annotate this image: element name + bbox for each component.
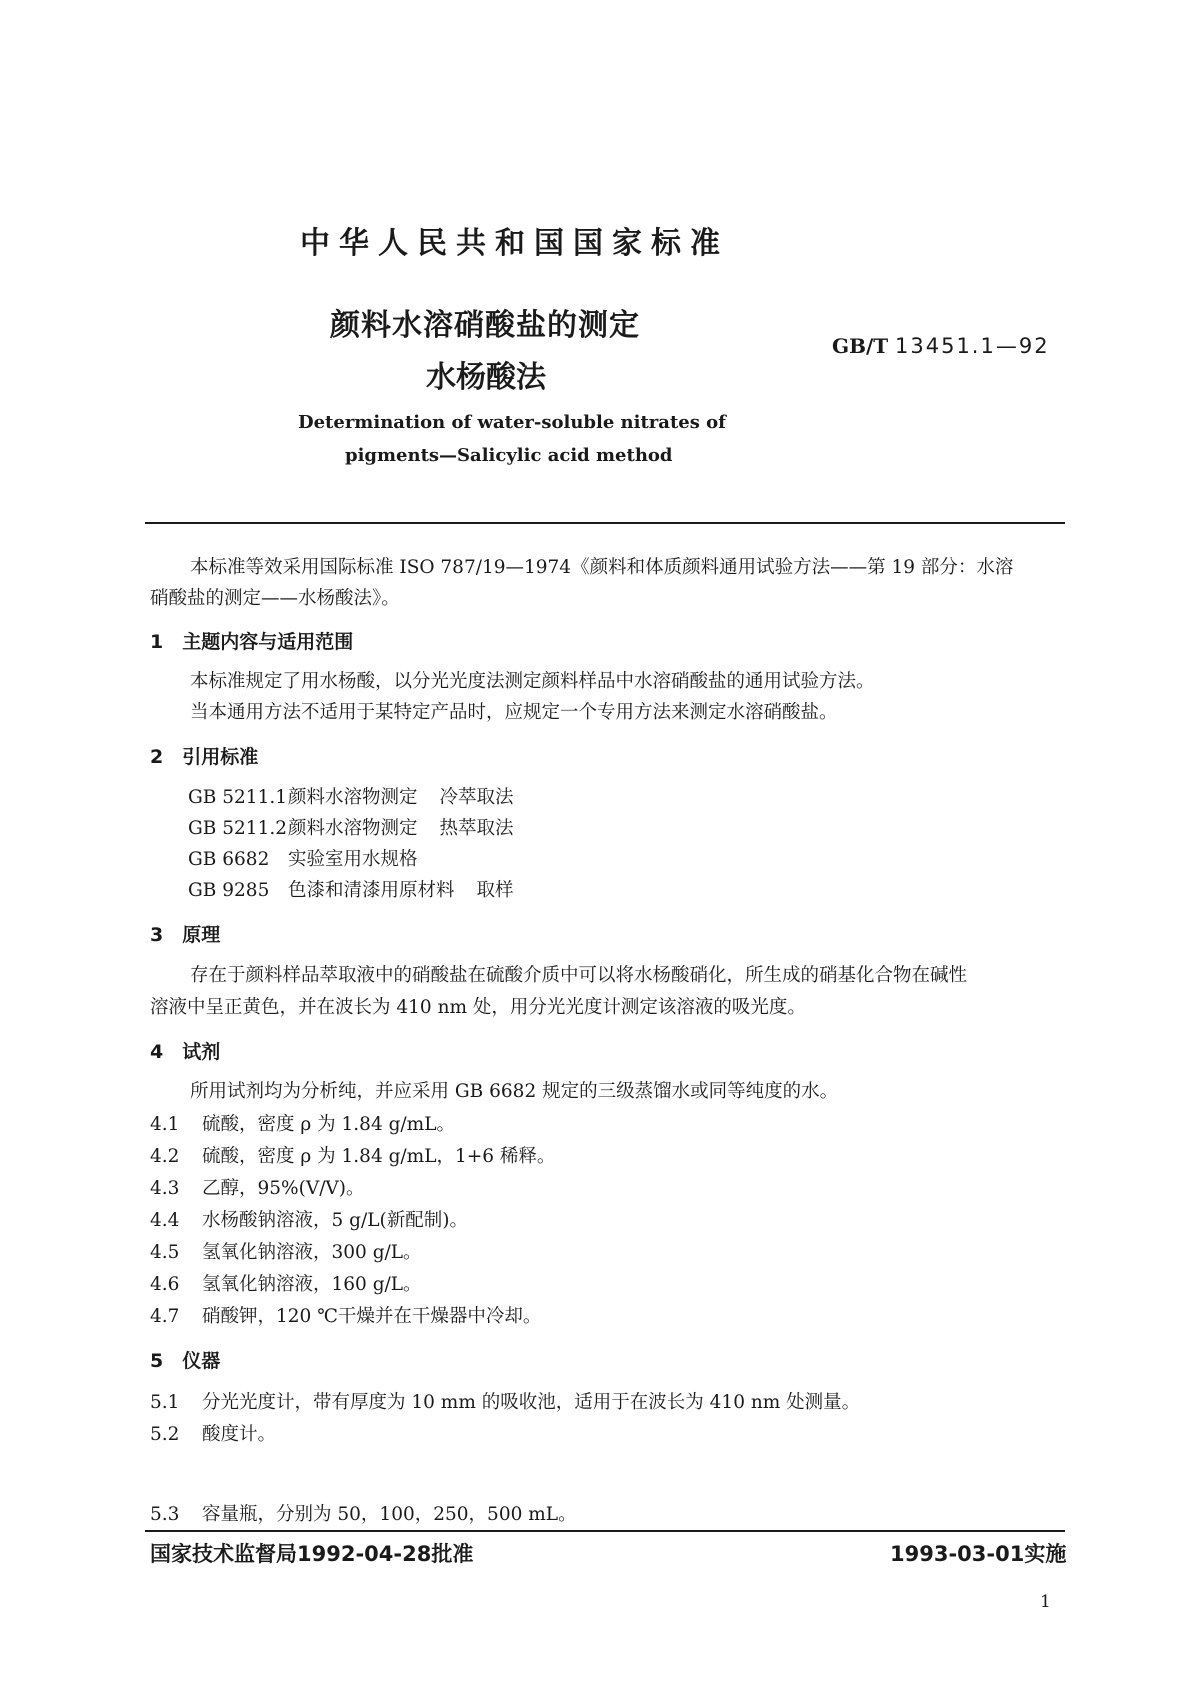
- approval-date: 国家技术监督局1992-04-28批准: [150, 1542, 474, 1566]
- item-text: 分光光度计，带有厚度为 10 mm 的吸收池，适用于在波长为 410 nm 处测量。: [202, 1392, 861, 1413]
- item-text: 氢氧化钠溶液，160 g/L。: [202, 1274, 422, 1295]
- item-number: 4.6: [150, 1274, 180, 1295]
- apparatus-item: [150, 1388, 860, 1414]
- reference-item: [188, 783, 514, 809]
- section-1-para1: 本标准规定了用水杨酸，以分光光度法测定颜料样品中水溶硝酸盐的通用试验方法。: [190, 671, 875, 692]
- section-3-line1: 存在于颜料样品萃取液中的硝酸盐在硫酸介质中可以将水杨酸硝化，所生成的硝基化合物在碱性: [190, 965, 968, 986]
- section-2-heading: 2 引用标准: [150, 746, 259, 768]
- item-text: 酸度计。: [202, 1424, 277, 1445]
- item-number: 5.2: [150, 1424, 180, 1445]
- section-4-heading: 4 试剂: [150, 1041, 221, 1063]
- reagent-item: [150, 1302, 541, 1328]
- reagent-item: [150, 1174, 365, 1200]
- title-cn-line2: 水杨酸法: [426, 360, 546, 395]
- reference-item: [188, 814, 514, 840]
- title-en-line1: Determination of water-soluble nitrates of: [298, 412, 726, 433]
- item-number: 4.7: [150, 1306, 180, 1327]
- reference-name: 色漆和清漆用原材料: [288, 880, 455, 901]
- section-1-heading: 1 主题内容与适用范围: [150, 631, 354, 653]
- item-text: 水杨酸钠溶液，5 g/L(新配制)。: [202, 1210, 468, 1231]
- reference-item: [188, 876, 514, 902]
- item-number: 4.4: [150, 1210, 180, 1231]
- reference-method: 取样: [476, 880, 514, 901]
- standard-code-prefix: GB/T: [832, 334, 889, 358]
- reference-code: GB 5211.1: [188, 787, 287, 808]
- reference-code: GB 6682: [188, 849, 270, 870]
- title-en-line2: pigments—Salicylic acid method: [345, 445, 673, 466]
- effective-date: 1993-03-01实施: [890, 1542, 1067, 1566]
- section-4-intro: 所用试剂均为分析纯，并应采用 GB 6682 规定的三级蒸馏水或同等纯度的水。: [190, 1081, 839, 1102]
- reference-name: 颜料水溶物测定: [288, 818, 418, 839]
- item-number: 4.5: [150, 1242, 180, 1263]
- apparatus-item: [150, 1420, 276, 1446]
- item-text: 乙醇，95%(V/V)。: [202, 1178, 365, 1199]
- reference-name: 实验室用水规格: [288, 849, 418, 870]
- reference-method: 冷萃取法: [439, 787, 514, 808]
- bottom-rule: [145, 1530, 1065, 1532]
- section-3-heading: 3 原理: [150, 924, 221, 946]
- item-text: 容量瓶，分别为 50，100，250，500 mL。: [202, 1504, 577, 1525]
- reference-item: [188, 845, 418, 871]
- item-number: 4.2: [150, 1146, 180, 1167]
- reagent-item: [150, 1206, 468, 1232]
- top-rule: [145, 522, 1065, 524]
- item-text: 硫酸，密度 ρ 为 1.84 g/mL，1+6 稀释。: [202, 1146, 556, 1167]
- reagent-item: [150, 1142, 555, 1168]
- section-5-heading: 5 仪器: [150, 1350, 221, 1372]
- reagent-item: [150, 1110, 455, 1136]
- item-number: 4.1: [150, 1114, 180, 1135]
- reference-name: 颜料水溶物测定: [288, 787, 418, 808]
- item-number: 5.1: [150, 1392, 180, 1413]
- reagent-item: [150, 1270, 422, 1296]
- item-number: 5.3: [150, 1504, 180, 1525]
- item-text: 硝酸钾，120 ℃干燥并在干燥器中冷却。: [202, 1306, 542, 1327]
- page-number: 1: [1040, 1592, 1051, 1612]
- intro-line2: 硝酸盐的测定——水杨酸法》。: [150, 588, 400, 609]
- item-text: 硫酸，密度 ρ 为 1.84 g/mL。: [202, 1114, 455, 1135]
- section-1-para2: 当本通用方法不适用于某特定产品时，应规定一个专用方法来测定水溶硝酸盐。: [190, 702, 838, 723]
- item-text: 氢氧化钠溶液，300 g/L。: [202, 1242, 422, 1263]
- reference-code: GB 5211.2: [188, 818, 287, 839]
- reference-method: 热萃取法: [439, 818, 514, 839]
- section-3-line2: 溶液中呈正黄色，并在波长为 410 nm 处，用分光光度计测定该溶液的吸光度。: [150, 997, 806, 1018]
- intro-line1: 本标准等效采用国际标准 ISO 787/19—1974《颜料和体质颜料通用试验方法——第 19 部分：水溶: [190, 557, 1014, 578]
- reagent-item: [150, 1238, 422, 1264]
- national-standard-heading: 中华人民共和国国家标准: [300, 226, 729, 261]
- title-cn-line1: 颜料水溶硝酸盐的测定: [330, 308, 640, 343]
- item-number: 4.3: [150, 1178, 180, 1199]
- apparatus-item: [150, 1500, 577, 1526]
- reference-code: GB 9285: [188, 880, 270, 901]
- standard-code-number: 13451.1—92: [895, 334, 1050, 358]
